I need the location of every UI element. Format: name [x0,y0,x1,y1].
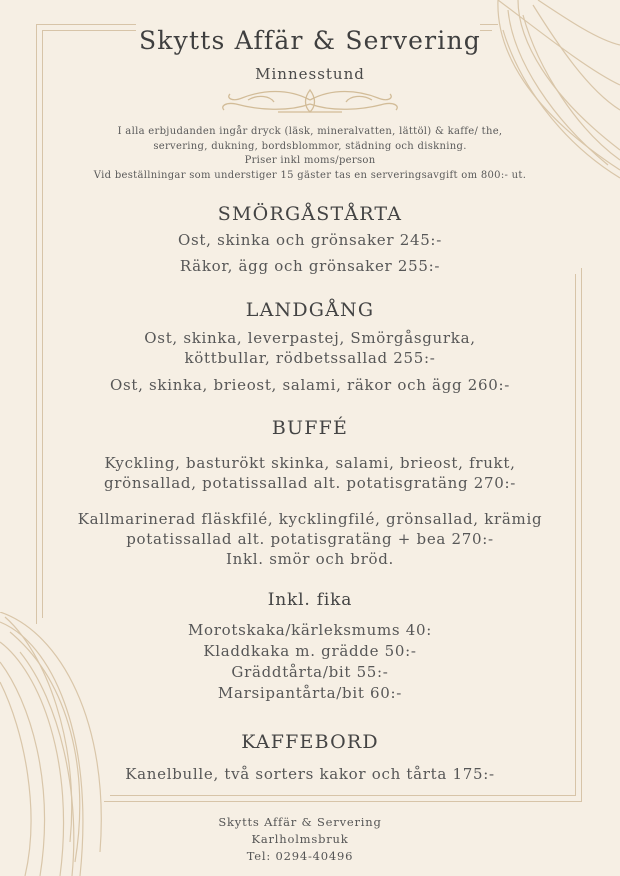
menu-item: grönsallad, potatissallad alt. potatisgratäng 270:- [103,474,517,492]
frame-line-bottom-outer [104,801,582,802]
frame-line-top-outer [36,24,136,25]
menu-item: Kyckling, basturökt skinka, salami, brieost, frukt, [104,454,516,472]
intro-line: I alla erbjudanden ingår dryck (läsk, mineralvatten, lättöl) & kaffe/ the, [117,126,503,137]
page-subtitle: Minnesstund [255,65,365,83]
intro-line: Priser inkl moms/person [244,155,376,166]
menu-item: Räkor, ägg och grönsaker 255:- [179,257,441,275]
footer-business-name: Skytts Affär & Servering [218,815,382,829]
intro-line: Vid beställningar som understiger 15 gäster tas en serveringsavgift om 800:- ut. [93,169,527,181]
menu-item: Ost, skinka, leverpastej, Smörgåsgurka, [144,329,476,347]
section-heading-fika: Inkl. fika [267,590,353,610]
menu-item: Inkl. smör och bröd. [226,550,394,568]
menu-item: Ost, skinka och grönsaker 245:- [178,231,442,249]
menu-item: Gräddtårta/bit 55:- [231,663,389,681]
intro-text [0,125,620,183]
menu-item: Marsipantårta/bit 60:- [217,684,403,702]
frame-line-top-right-outer [480,24,498,25]
section-heading-smorgastarta: SMÖRGÅSTÅRTA [217,203,403,225]
section-heading-kaffebord: KAFFEBORD [241,731,379,753]
footer-place: Karlholmsbruk [251,832,349,846]
menu-item: Morotskaka/kärleksmums 40: [187,621,432,639]
section-heading-landgang: LANDGÅNG [245,299,375,321]
menu-item: köttbullar, rödbetssallad 255:- [184,349,436,367]
menu-item: Kladdkaka m. grädde 50:- [203,642,417,660]
page-title: Skytts Affär & Servering [138,26,482,55]
flourish-divider [218,86,402,120]
footer-phone: Tel: 0294-40496 [246,849,354,863]
frame-line-bottom-inner [110,795,576,796]
menu-item: potatissallad alt. potatisgratäng + bea 270:- [126,530,494,548]
section-heading-buffe: BUFFÉ [271,417,349,439]
intro-line: servering, dukning, bordsblommor, städning och diskning. [153,140,467,152]
menu-item: Ost, skinka, brieost, salami, räkor och ägg 260:- [109,376,511,394]
footer-contact [0,814,610,865]
menu-item: Kanelbulle, två sorters kakor och tårta 175:- [125,765,495,783]
menu-item: Kallmarinerad fläskfilé, kycklingfilé, grönsallad, krämig [77,510,543,528]
